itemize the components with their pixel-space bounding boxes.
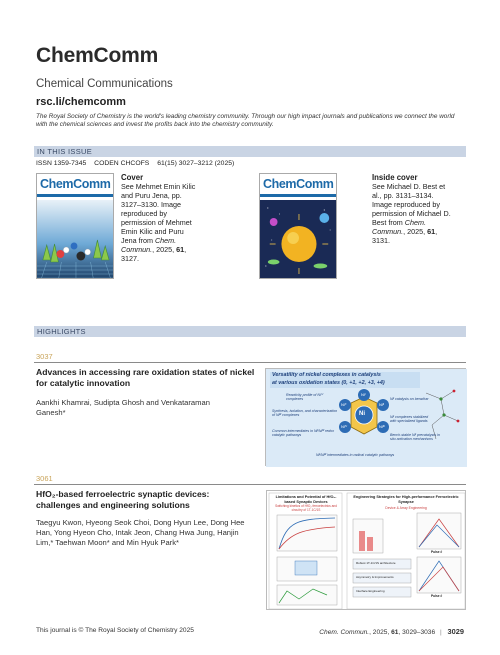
footer-separator: |: [439, 629, 442, 636]
nickel-note: Niᴵ complexes stabilized with specialized ligands: [390, 415, 429, 424]
ferro-left-title: Limitations and Potential of HfO₂-based Synaptic Devices: [275, 495, 337, 504]
inside-cover-volume: 61: [427, 227, 436, 236]
article-rule: [34, 362, 466, 363]
ferro-right-title: Engineering Strategies for High-performance Ferroelectric Synapse: [353, 495, 459, 504]
journal-description: The Royal Society of Chemistry is the world's leading chemistry community. Through our high impact journals and publications we connect the world with the chemical sciences and invest the profits back into the chemistry community.: [36, 113, 455, 129]
ferro-label: Asymmetry & Improvements: [356, 575, 394, 579]
article-toc-graphic[interactable]: [266, 490, 466, 610]
article-title[interactable]: HfO₂-based ferroelectric synaptic devices: challenges and engineering solutions: [36, 489, 210, 510]
nickel-note: Common intermediates in Niᴵ/Niᴵᴵᴵ redox catalytic pathways: [272, 429, 335, 438]
section-heading: IN THIS ISSUE: [37, 147, 93, 156]
ferro-right-sub: Device & Array Engineering: [385, 506, 427, 510]
coden: CODEN CHCOFS: [94, 160, 150, 167]
inside-cover-image[interactable]: [259, 173, 337, 279]
ferro-label: Pulse #: [431, 594, 443, 598]
inside-cover-page: , 3131.: [372, 227, 438, 245]
issn: ISSN 1359-7345: [36, 160, 87, 167]
nickel-node: Niᴵᴵ: [379, 402, 385, 407]
issue-pages: 61(15) 3027–3212 (2025): [157, 160, 235, 167]
cover-image[interactable]: [36, 173, 114, 279]
issue-meta: [36, 160, 240, 167]
section-bar-highlights: [34, 326, 466, 337]
article-rule: [34, 484, 466, 485]
article-toc-graphic[interactable]: [265, 368, 466, 466]
section-bar-in-this-issue: [34, 146, 466, 157]
ferro-label: Interface Engineering: [356, 589, 385, 593]
cover-caption: [121, 173, 201, 263]
journal-title: ChemComm: [36, 44, 159, 67]
footer-citation: [319, 627, 464, 636]
nickel-node: Niᴵ: [361, 392, 366, 397]
article-page-number: 3061: [36, 474, 53, 483]
inside-cover-masthead-bar: [260, 194, 336, 197]
nickel-node: Ni⁰: [341, 402, 347, 407]
nickel-note: Niᴵ/Niᴵᴵᴵ intermediates in radical catalytic pathways: [316, 453, 395, 457]
ferro-left-sub: Switching kinetics of HfO₂ ferroelectrics and circuitry of 1T-1C/1S: [275, 504, 337, 512]
journal-subtitle: Chemical Communications: [36, 78, 173, 90]
nickel-node: Niᴵⱽ: [341, 424, 348, 429]
footer-journal: Chem. Commun.: [319, 629, 370, 636]
nickel-note: Synthesis, isolation, and characterization of Niᴵᴵᴵ complexes: [272, 409, 338, 418]
inside-cover-masthead: ChemComm: [263, 177, 334, 191]
footer-volume: 61: [391, 629, 399, 636]
nickel-graphic-title-1: Versatility of nickel complexes in catalysis: [272, 372, 381, 378]
inside-cover-artwork: [260, 200, 336, 279]
footer-page-number: 3029: [447, 627, 464, 636]
inside-cover-text: See Michael D. Best et al., pp. 3131–3134. Image reproduced by permission of Michael D. Best from: [372, 182, 451, 227]
cover-year: , 2025,: [152, 245, 177, 254]
cover-text: See Mehmet Emin Kilic and Puru Jena, pp. 3127–3130. Image reproduced by permission of Mehmet Emin Kilic and Puru Jena from: [121, 182, 196, 245]
nickel-note: Niᴵ catalysis on benzilrar: [390, 397, 429, 401]
cover-label: Cover: [121, 173, 144, 182]
cover-masthead: ChemComm: [40, 177, 111, 191]
ferro-label: Robust 1T-1C/1S architecture: [356, 561, 396, 565]
footer-pages: , 3029–3036: [398, 629, 436, 636]
nickel-note: Bench-stable Niᴵ precatalysts in situ activation mechanisms: [390, 433, 440, 442]
footer-copyright: This journal is © The Royal Society of Chemistry 2025: [36, 627, 194, 634]
nickel-center-label: Ni: [359, 411, 365, 417]
cover-masthead-bar: [37, 194, 113, 197]
article-authors: Aankhi Khamrai, Sudipta Ghosh and Venkataraman Ganesh*: [36, 398, 210, 417]
nickel-note: Reactivity profile of Niᴵⱽ complexes: [286, 393, 323, 402]
cover-page: , 3127.: [121, 245, 187, 263]
journal-url[interactable]: rsc.li/chemcomm: [36, 96, 126, 108]
footer-year: , 2025,: [369, 629, 392, 636]
inside-cover-year: , 2025,: [403, 227, 428, 236]
cover-journal: Chem. Commun.: [121, 236, 177, 254]
article-title[interactable]: Advances in accessing rare oxidation states of nickel for catalytic innovation: [36, 367, 255, 388]
nickel-graphic-title-2: at various oxidation states (0, +1, +2, +3, +4): [272, 380, 385, 386]
cover-artwork: [37, 200, 113, 279]
inside-cover-label: Inside cover: [372, 173, 418, 182]
section-heading: HIGHLIGHTS: [37, 327, 86, 336]
ferro-label: Pulse #: [431, 550, 443, 554]
cover-volume: 61: [176, 245, 185, 254]
article-authors: Taegyu Kwon, Hyeong Seok Choi, Dong Hyun Lee, Dong Hee Han, Yong Hyeon Cho, Intak Jeon, Chang Hwa Jung, Hanjin Lim,* Taehwan Moon* and Min Hyuk Park*: [36, 518, 245, 547]
article-page-number: 3037: [36, 352, 53, 361]
inside-cover-journal: Chem. Commun.: [372, 218, 426, 236]
nickel-node: Niᴵᴵᴵ: [379, 424, 385, 429]
inside-cover-caption: [372, 173, 452, 245]
